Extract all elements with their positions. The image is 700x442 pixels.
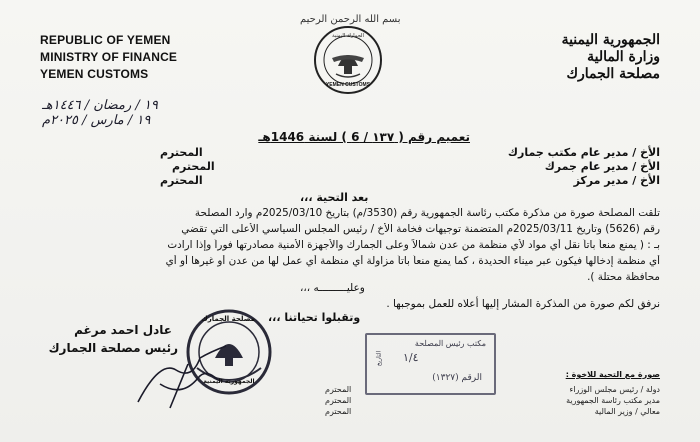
header-en-republic: REPUBLIC OF YEMEN — [40, 33, 171, 47]
logo-top-text: الجمارك اليمنية — [332, 33, 364, 39]
attachment-line: نرفق لكم صورة من المذكرة المشار إليها أعلاه للعمل بموجبها . — [386, 298, 660, 310]
header-ar-customs: مصلحة الجمارك — [566, 66, 660, 82]
recipient-3-label: الأخ / مدير مركز — [573, 174, 660, 187]
body-line-3: بـ : ( يمنع منعاً باتاً نقل أي مواد لأي منظمة من عدن شمالاً وعلى الجمارك والأجهزة الأمنية مصادرتها فوراً وإذا ارادت — [167, 239, 660, 251]
body-line-5: محافظة محتلة ). — [587, 271, 660, 283]
seal-top-text: مصلحة الجمارك — [201, 315, 255, 323]
date-hijri: ١٩ / رمضان / ١٤٤٦هـ — [42, 98, 158, 113]
seal-bottom-text: الجمهورية اليمنية — [203, 378, 255, 385]
cc-item-3-label: معالي / وزير المالية — [594, 407, 660, 416]
stamp-number: الرقم (١٣٢٧) — [432, 373, 482, 383]
header-en-customs: YEMEN CUSTOMS — [40, 67, 149, 81]
circular-title: تعميم رقم ( ١٣٧ / 6 ) لسنة 1446هـ — [258, 130, 470, 144]
basmala: بسم الله الرحمن الرحيم — [300, 14, 401, 25]
recipient-2-label: الأخ / مدير عام جمرك — [544, 160, 660, 173]
body-line-4: أي منظمة إدخالها فيكون عبر ميناء الحديدة ، كما يمنع منعاً باتاً مزاولة أي منظمة أي عمل لها من عدن أو غيرها أو أي — [165, 255, 660, 267]
registry-stamp — [365, 333, 496, 395]
closing-word: وعليـــــــــه ،،، — [300, 282, 365, 294]
signatory-name: عادل احمد مرغم — [74, 323, 172, 337]
cc-item-3-honorific: المحترم — [325, 407, 352, 416]
customs-logo — [312, 24, 384, 96]
recipient-3-honorific: المحترم — [160, 174, 203, 187]
cc-item-1-label: دولة / رئيس مجلس الوزراء — [569, 385, 660, 394]
cc-item-2-honorific: المحترم — [325, 396, 352, 405]
cc-item-2-label: مدير مكتب رئاسة الجمهورية — [566, 396, 660, 405]
header-ar-ministry: وزارة المالية — [587, 49, 660, 65]
regards: وتقبلوا تحياتنا ،،، — [268, 311, 361, 324]
cc-heading: صورة مع التحية للاخوة : — [565, 370, 660, 379]
greeting: بعد التحية ،،، — [300, 191, 369, 204]
stamp-date-label: التاريخ — [375, 350, 383, 367]
cc-item-1-honorific: المحترم — [325, 385, 352, 394]
header-en-ministry: MINISTRY OF FINANCE — [40, 50, 178, 64]
signatory-title: رئيس مصلحة الجمارك — [48, 341, 178, 355]
recipient-1-honorific: المحترم — [160, 146, 203, 159]
stamp-org: مكتب رئيس المصلحة — [414, 339, 486, 348]
date-gregorian: ١٩ / مارس / ٢٠٢٥م — [42, 113, 151, 128]
stamp-fraction: ١/٤ — [403, 351, 419, 364]
header-ar-republic: الجمهورية اليمنية — [561, 32, 660, 48]
recipient-2-honorific: المحترم — [172, 160, 215, 173]
signature-icon — [130, 340, 240, 410]
recipient-1-label: الأخ / مدير عام مكتب جمارك — [507, 146, 660, 159]
logo-bottom-text: YEMEN CUSTOMS — [325, 82, 371, 88]
body-line-2: رقم (5626) وتاريخ 2025/03/11م المتضمنة توجيهات فخامة الأخ / رئيس المجلس السياسي الأعلى التي تقضي — [181, 223, 660, 235]
body-line-1: تلقت المصلحة صورة من مذكرة مكتب رئاسة الجمهورية رقم (3530/م) بتاريخ 2025/03/10م وارد المصلحة — [194, 207, 660, 219]
